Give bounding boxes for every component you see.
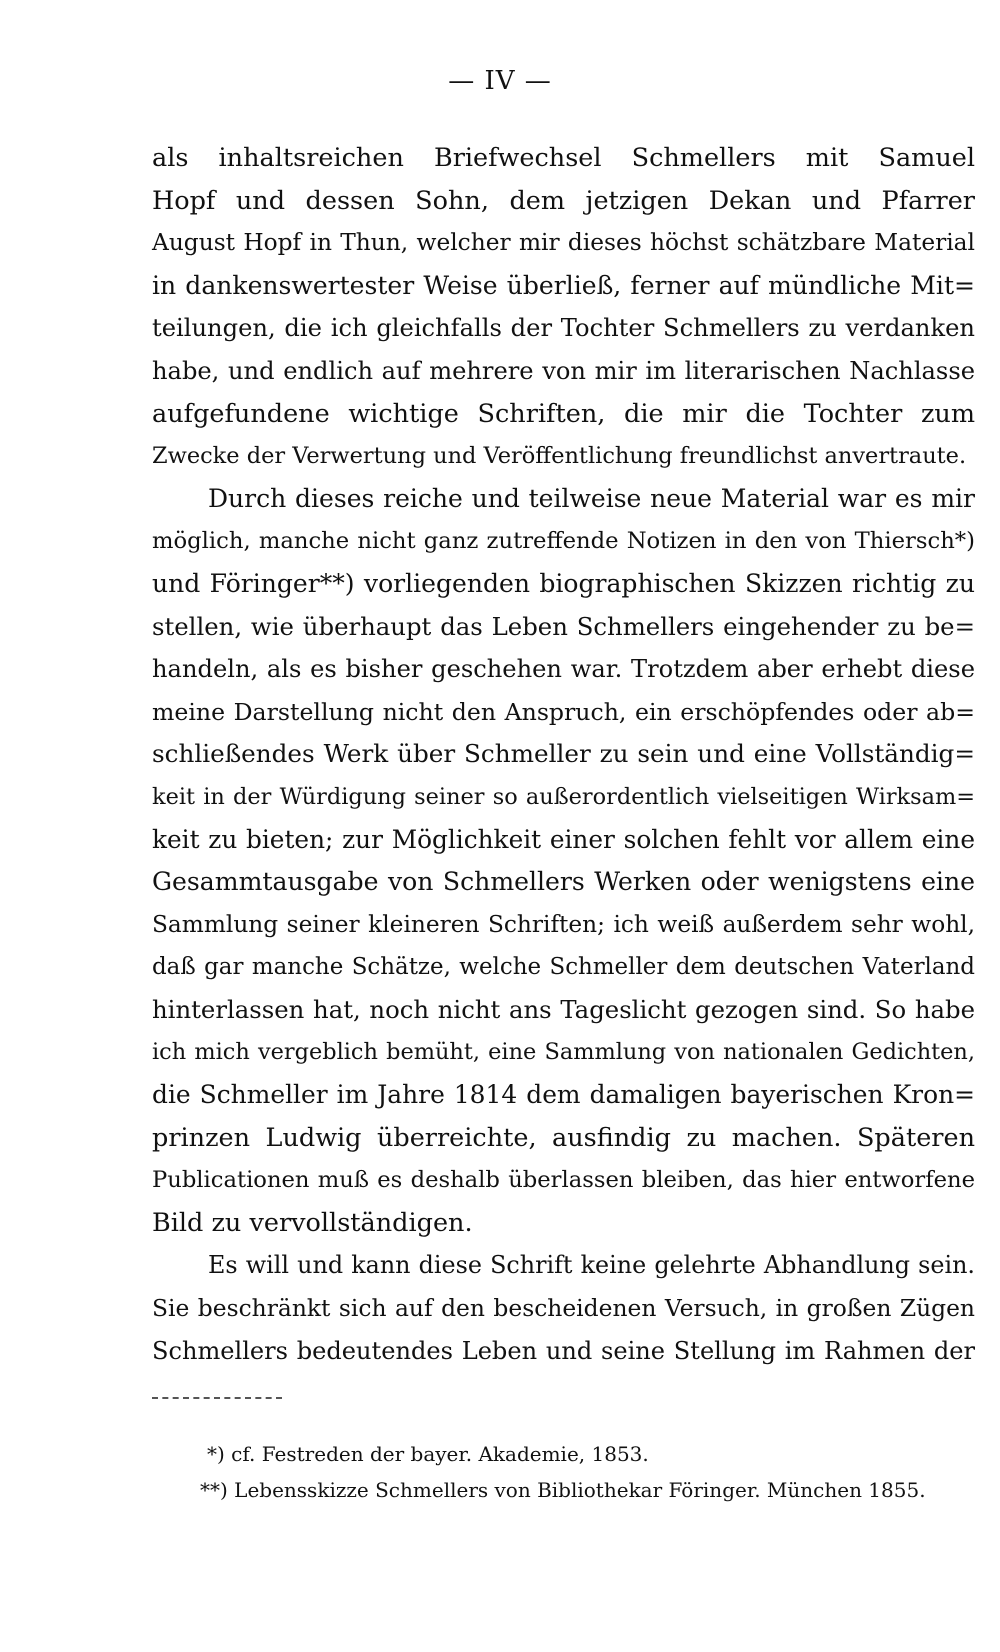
footnote-2: **) Lebensskizze Schmellers von Bibliothekar Föringer. München 1855.: [200, 1478, 926, 1502]
text-line: Es will und kann diese Schrift keine gelehrte Abhandlung sein.: [208, 1251, 975, 1280]
footnote-divider: [152, 1397, 282, 1399]
text-line: ich mich vergeblich bemüht, eine Sammlung von nationalen Gedichten,: [152, 1039, 975, 1066]
text-line: August Hopf in Thun, welcher mir dieses höchst schätzbare Material: [152, 229, 975, 257]
footnote-1: *) cf. Festreden der bayer. Akademie, 1853.: [207, 1442, 649, 1466]
text-line: Gesammtausgabe von Schmellers Werken oder wenigstens eine: [152, 867, 975, 897]
text-line: Zwecke der Verwertung und Veröffentlichung freundlichst anvertraute.: [152, 443, 967, 470]
text-line: Sie beschränkt sich auf den bescheidenen Versuch, in großen Zügen: [152, 1294, 975, 1323]
text-line: hinterlassen hat, noch nicht ans Tageslicht gezogen sind. So habe: [152, 994, 975, 1024]
text-line: keit in der Würdigung seiner so außerordentlich vielseitigen Wirksam=: [152, 783, 975, 810]
text-line: Sammlung seiner kleineren Schriften; ich weiß außerdem sehr wohl,: [152, 910, 975, 938]
text-line: die Schmeller im Jahre 1814 dem damaligen bayerischen Kron=: [152, 1080, 975, 1110]
text-line: in dankenswertester Weise überließ, ferner auf mündliche Mit=: [152, 270, 975, 300]
text-line: daß gar manche Schätze, welche Schmeller dem deutschen Vaterland: [152, 954, 975, 981]
page-number: — IV —: [448, 66, 552, 96]
text-line: Publicationen muß es deshalb überlassen bleiben, das hier entworfene: [152, 1167, 975, 1194]
text-line: Hopf und dessen Sohn, dem jetzigen Dekan und Pfarrer: [152, 185, 975, 216]
text-line: Durch dieses reiche und teilweise neue Material war es mir: [208, 483, 975, 513]
text-line: Bild zu vervollständigen.: [152, 1207, 473, 1238]
text-line: meine Darstellung nicht den Anspruch, ein erschöpfendes oder ab=: [152, 697, 975, 726]
text-line: keit zu bieten; zur Möglichkeit einer solchen fehlt vor allem eine: [152, 824, 975, 854]
text-line: teilungen, die ich gleichfalls der Tochter Schmellers zu verdanken: [152, 314, 975, 343]
text-line: habe, und endlich auf mehrere von mir im literarischen Nachlasse: [152, 356, 975, 385]
text-line: Schmellers bedeutendes Leben und seine Stellung im Rahmen der: [152, 1336, 975, 1365]
text-line: möglich, manche nicht ganz zutreffende Notizen in den von Thiersch*): [152, 528, 975, 555]
text-line: schließendes Werk über Schmeller zu sein und eine Vollständig=: [152, 739, 975, 769]
text-line: aufgefundene wichtige Schriften, die mir die Tochter zum: [152, 398, 975, 429]
body-text: [152, 137, 975, 1372]
text-line: als inhaltsreichen Briefwechsel Schmellers mit Samuel: [152, 143, 975, 173]
text-line: prinzen Ludwig überreichte, ausfindig zu machen. Späteren: [152, 1122, 975, 1153]
text-line: und Föringer**) vorliegenden biographischen Skizzen richtig zu: [152, 568, 975, 598]
text-line: stellen, wie überhaupt das Leben Schmellers eingehender zu be=: [152, 611, 975, 641]
footnotes: [152, 1436, 975, 1508]
text-line: handeln, als es bisher geschehen war. Trotzdem aber erhebt diese: [152, 655, 975, 684]
